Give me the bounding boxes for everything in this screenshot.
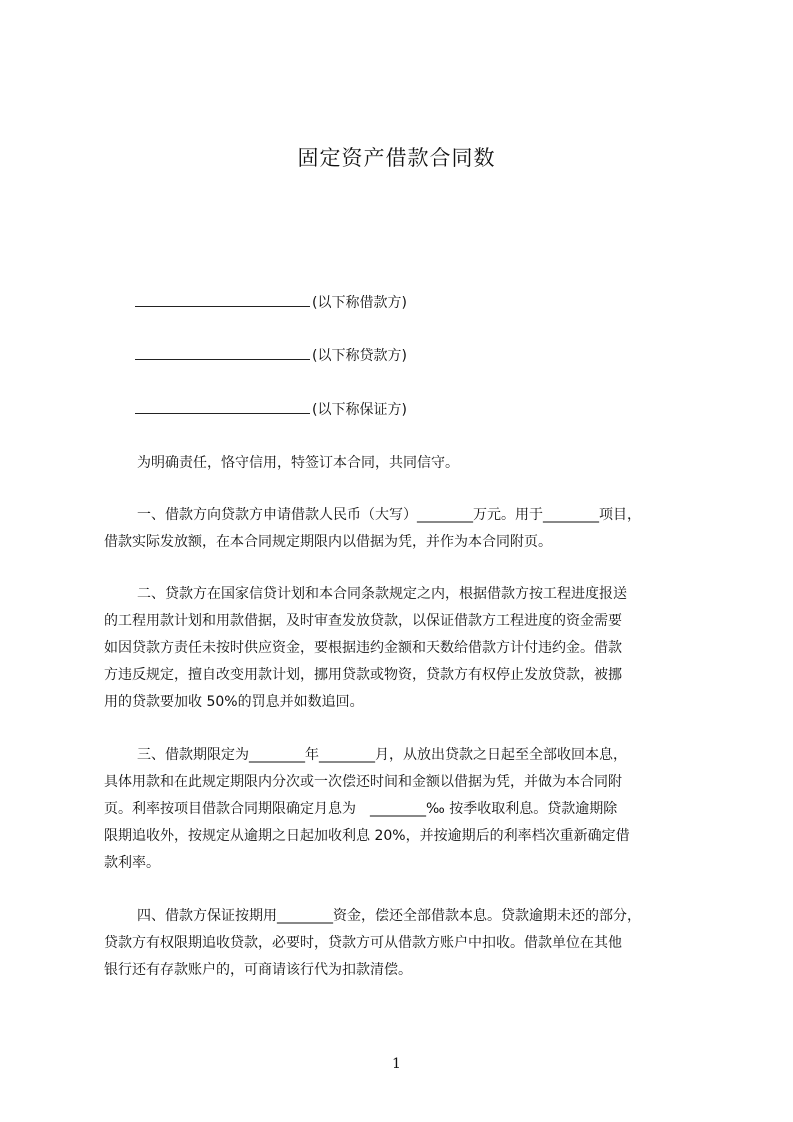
clause3-line: 三、借款期限定为________年________月，从放出贷款之日起至全部收回本息，	[137, 747, 627, 763]
clause4-line: 四、借款方保证按期用________资金，偿还全部借款本息。贷款逾期未还的部分，	[137, 908, 641, 924]
clause2-line: 方违反规定，擅自改变用款计划，挪用贷款或物资，贷款方有权停止发放贷款，被挪	[104, 667, 622, 683]
clause3-line: 限期追收外，按规定从逾期之日起加收利息 20%，并按逾期后的利率档次重新确定借	[104, 828, 630, 844]
party-guarantor	[135, 399, 407, 419]
clause2-line: 二、贷款方在国家信贷计划和本合同条款规定之内，根据借款方按工程进度报送	[137, 586, 627, 602]
clause4-line: 银行还有存款账户的，可商请该行代为扣款清偿。	[104, 962, 412, 978]
clause2-line: 如因贷款方责任未按时供应资金，要根据违约金额和天数给借款方计付违约金。借款	[104, 640, 622, 656]
blank-line	[135, 400, 310, 414]
clause2-line: 的工程用款计划和用款借据，及时审查发放贷款，以保证借款方工程进度的资金需要	[104, 613, 622, 629]
clause2-line: 用的贷款要加收 50%的罚息并如数追回。	[104, 694, 364, 710]
party-borrower	[135, 292, 407, 312]
clause3-line: 具体用款和在此规定期限内分次或一次偿还时间和金额以借据为凭，并做为本合同附	[104, 774, 622, 790]
clause3-line: 页。利率按项目借款合同期限确定月息为 ________‰ 按季收取利息。贷款逾期除	[104, 801, 618, 817]
document-title: 固定资产借款合同数	[297, 146, 496, 170]
clause1-line: 一、借款方向贷款方申请借款人民币（大写）________万元。用于________项目，	[137, 507, 641, 523]
page-number: 1	[392, 1056, 401, 1072]
party-lender-label: (以下称贷款方)	[312, 348, 407, 364]
clause3-line: 款利率。	[104, 855, 160, 871]
blank-line	[135, 346, 310, 360]
party-guarantor-label: (以下称保证方)	[312, 402, 407, 418]
intro-paragraph: 为明确责任，恪守信用，特签订本合同，共同信守。	[137, 455, 459, 471]
party-lender	[135, 345, 407, 365]
blank-line	[135, 293, 310, 307]
party-borrower-label: (以下称借款方)	[312, 295, 407, 311]
clause4-line: 贷款方有权限期追收贷款，必要时，贷款方可从借款方账户中扣收。借款单位在其他	[104, 935, 622, 951]
clause1-line: 借款实际发放额，在本合同规定期限内以借据为凭，并作为本合同附页。	[104, 534, 552, 550]
